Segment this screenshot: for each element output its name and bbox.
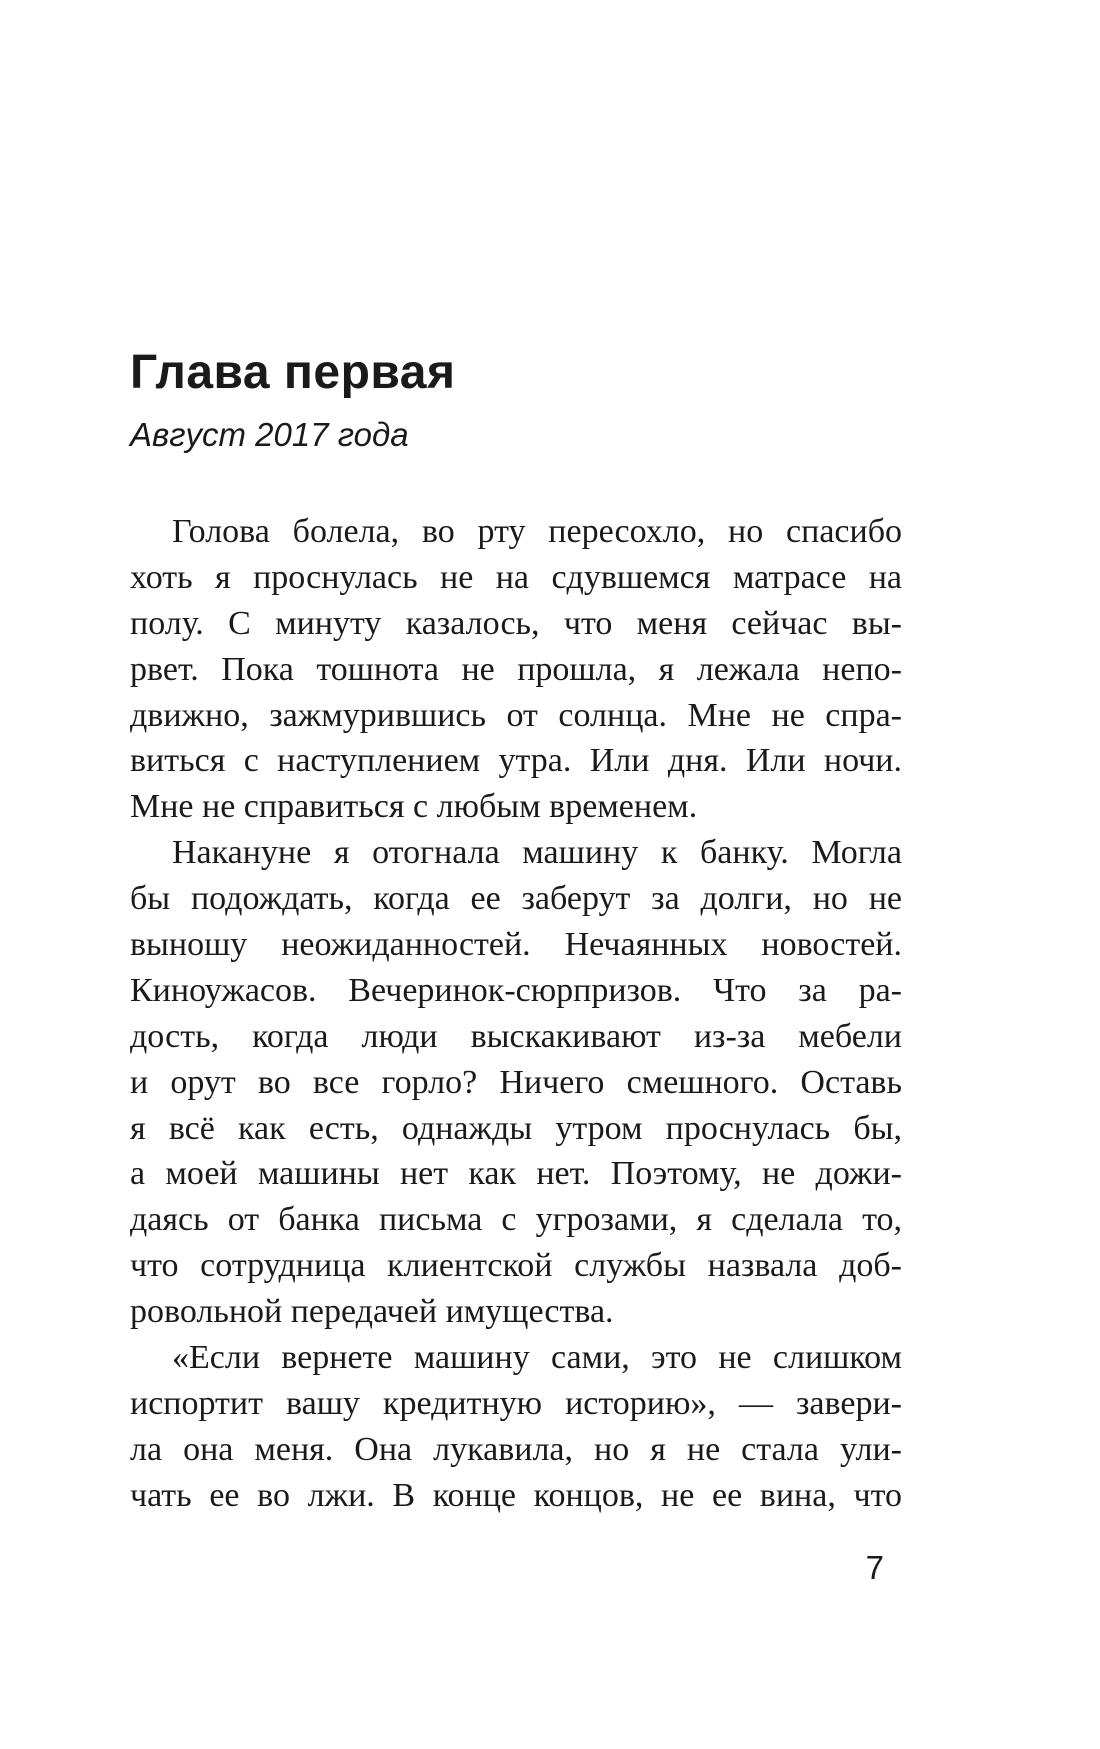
- text-line: полу. С минуту казалось, что меня сейчас вы-: [130, 604, 902, 642]
- chapter-title: Глава первая: [130, 346, 456, 399]
- text-line: и орут во все горло? Ничего смешного. Оставь: [130, 1063, 902, 1101]
- page-number: 7: [865, 1549, 884, 1586]
- text-line: движно, зажмурившись от солнца. Мне не спра-: [130, 696, 902, 734]
- text-line: «Если вернете машину сами, это не слишком: [172, 1339, 902, 1377]
- text-line: я всё как есть, однажды утром проснулась бы,: [130, 1109, 902, 1147]
- text-line: даясь от банка письма с угрозами, я сделала то,: [130, 1201, 902, 1239]
- chapter-date: Август 2017 года: [130, 416, 409, 453]
- text-line: выношу неожиданностей. Нечаянных новостей.: [130, 926, 902, 964]
- text-line: Киноужасов. Вечеринок-сюрпризов. Что за ра-: [130, 971, 902, 1009]
- text-line: рвет. Пока тошнота не прошла, я лежала непо-: [130, 650, 902, 688]
- text-line: чать ее во лжи. В конце концов, не ее вина, что: [130, 1476, 902, 1514]
- text-line: испортит вашу кредитную историю», — завери-: [130, 1384, 902, 1422]
- text-line: виться с наступлением утра. Или дня. Или ночи.: [130, 742, 902, 780]
- text-line: бы подождать, когда ее заберут за долги, но не: [130, 880, 902, 918]
- text-line: Мне не справиться с любым временем.: [130, 788, 698, 826]
- text-line: Накануне я отогнала машину к банку. Могла: [172, 834, 902, 872]
- text-line: а моей машины нет как нет. Поэтому, не дожи-: [130, 1155, 902, 1193]
- text-line: ровольной передачей имущества.: [130, 1293, 614, 1331]
- text-line: что сотрудница клиентской службы назвала доб-: [130, 1247, 902, 1285]
- body-text: [130, 509, 902, 1519]
- text-line: Голова болела, во рту пересохло, но спасибо: [172, 513, 902, 550]
- text-line: дость, когда люди выскакивают из-за мебели: [130, 1017, 902, 1055]
- text-line: ла она меня. Она лукавила, но я не стала ули-: [130, 1430, 902, 1468]
- text-line: хоть я проснулась не на сдувшемся матрасе на: [130, 558, 902, 596]
